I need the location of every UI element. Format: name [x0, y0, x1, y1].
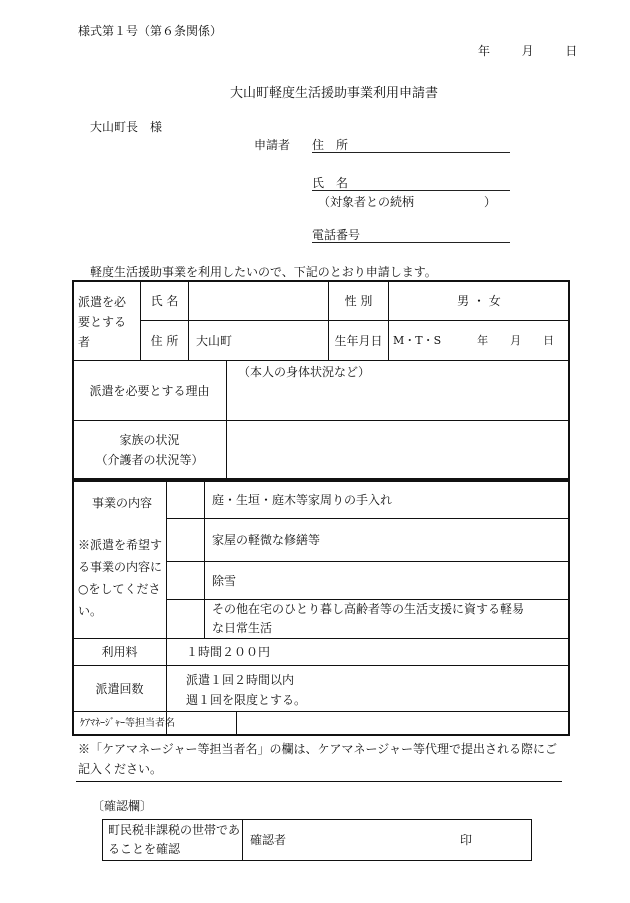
service-item-3: 除雪 [212, 573, 237, 588]
footnote: ※「ケアマネージャー等担当者名」の欄は、ケアマネージャー等代理で提出される際にご記入ください。 [78, 742, 558, 776]
content-note: ※派遣を希望する事業の内容に○をしてください。 [78, 538, 163, 618]
intro-text: 軽度生活援助事業を利用したいので、下記のとおり申請します。 [90, 265, 437, 279]
fee-value: １時間２００円 [186, 645, 271, 659]
separator-line [76, 781, 562, 782]
visits-label: 派遣回数 [95, 681, 144, 696]
applicant-address-field[interactable] [312, 136, 510, 153]
subject-label: 派遣を必要とする者 [78, 295, 127, 349]
gender-label: 性 別 [344, 293, 373, 308]
visits-line-1: 派遣１回２時間以内 [186, 673, 295, 687]
applicant-name-label: 氏 名 [312, 176, 349, 190]
date-month-label: 月 [521, 44, 534, 58]
name-input[interactable] [190, 281, 327, 320]
birth-era: M・T・S [393, 333, 442, 347]
mark-cell-3[interactable] [167, 562, 204, 599]
address-value[interactable]: 大山町 [196, 333, 233, 348]
service-item-2: 家屋の軽微な修繕等 [212, 533, 321, 547]
visits-line-2: 週１回を限度とする。 [186, 693, 307, 707]
form-number: 様式第１号（第６条関係） [78, 24, 223, 38]
checker-label: 確認者 [250, 833, 287, 847]
content-label: 事業の内容 [92, 496, 153, 510]
date-year-label: 年 [478, 44, 491, 58]
mark-cell-1[interactable] [167, 481, 204, 518]
applicant-label: 申請者 [254, 138, 291, 152]
family-label-line2: （介護者の状況等） [95, 453, 204, 467]
visits-value [186, 670, 306, 710]
service-item-4: その他在宅のひとり暮し高齢者等の生活支援に資する軽易な日常生活 [212, 602, 525, 635]
relation-close: ） [484, 195, 497, 209]
family-label [73, 421, 226, 479]
birth-ymd: 年 月 日 [477, 333, 555, 347]
family-input[interactable] [227, 421, 569, 479]
confirm-text: 町民税非課税の世帯であることを確認 [108, 823, 241, 856]
family-label-line1: 家族の状況 [119, 433, 180, 447]
applicant-phone-label: 電話番号 [312, 228, 361, 242]
name-label: 氏 名 [150, 293, 179, 308]
address-label: 住 所 [150, 333, 179, 348]
birthdate-field[interactable] [393, 321, 569, 360]
reason-label: 派遣を必要とする理由 [89, 383, 210, 398]
birthdate-label: 生年月日 [334, 333, 383, 348]
care-manager-label: ｹｱﾏﾈｰｼﾞｬｰ等担当者名 [80, 717, 175, 729]
applicant-phone-field[interactable] [312, 226, 510, 243]
applicant-name-field[interactable] [312, 174, 510, 191]
mark-cell-2[interactable] [167, 519, 204, 561]
reason-input[interactable] [227, 361, 569, 420]
date-day-label: 日 [565, 44, 578, 58]
gender-choice[interactable]: 男 ・ 女 [457, 293, 501, 308]
document-title: 大山町軽度生活援助事業利用申請書 [230, 86, 439, 101]
confirm-section-label: 〔確認欄〕 [92, 799, 153, 813]
checker-input[interactable] [310, 820, 460, 860]
date-line [478, 42, 577, 59]
reason-hint: （本人の身体状況など） [238, 365, 371, 379]
applicant-address-label: 住 所 [312, 138, 349, 152]
seal-mark: 印 [460, 833, 473, 847]
service-item-1: 庭・生垣・庭木等家周りの手入れ [212, 492, 393, 507]
mark-cell-4[interactable] [167, 600, 204, 638]
addressee: 大山町長 様 [90, 120, 163, 134]
relation-label: （対象者との続柄 [318, 195, 415, 209]
care-manager-input[interactable] [237, 712, 569, 735]
fee-label: 利用料 [101, 645, 138, 659]
